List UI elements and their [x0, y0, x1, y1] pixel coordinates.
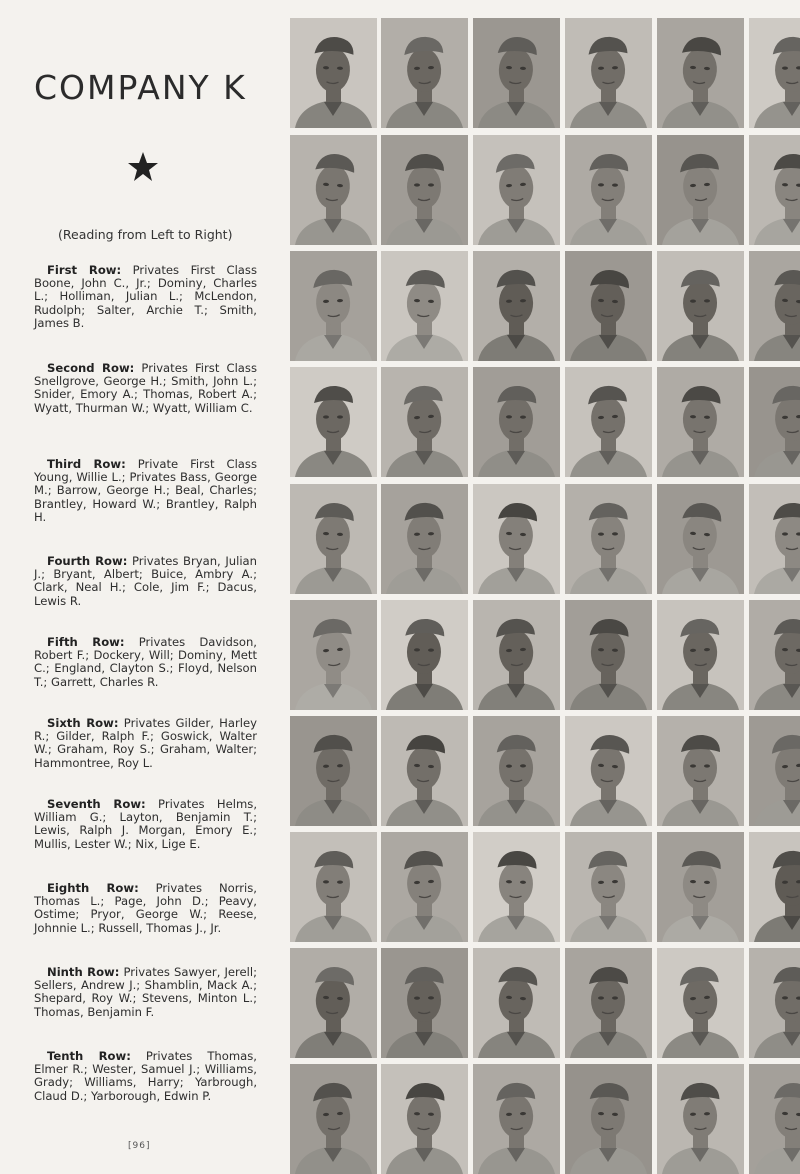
portrait-photo: [290, 251, 377, 361]
row-caption-names: Privates First Class Snellgrove, George H.; Smith, John L.; Snider, Emory A.; Thomas, Robert A.; Wyatt, Thurman W.; Wyatt, William C.: [34, 361, 257, 415]
portrait-photo: [565, 367, 652, 477]
portrait-photo: [290, 484, 377, 594]
portrait-photo: [657, 1064, 744, 1174]
row-caption-label: Eighth Row:: [47, 881, 139, 895]
portrait-photo: [473, 135, 560, 245]
portrait-photo: [749, 600, 800, 710]
row-caption-label: Second Row:: [47, 361, 135, 375]
portrait-photo: [749, 1064, 800, 1174]
portrait-photo: [657, 600, 744, 710]
reading-note: (Reading from Left to Right): [58, 227, 233, 242]
portrait-photo: [565, 832, 652, 942]
row-caption-label: Fourth Row:: [47, 554, 128, 568]
star-icon: [126, 150, 160, 184]
portrait-photo: [565, 484, 652, 594]
portrait-photo: [565, 716, 652, 826]
portrait-photo: [565, 18, 652, 128]
portrait-photo: [290, 18, 377, 128]
row-caption: [34, 798, 257, 851]
portrait-photo: [381, 135, 468, 245]
portrait-photo: [381, 1064, 468, 1174]
portrait-photo: [473, 716, 560, 826]
portrait-photo: [657, 716, 744, 826]
portrait-photo: [381, 484, 468, 594]
portrait-photo: [565, 948, 652, 1058]
portrait-photo: [565, 135, 652, 245]
portrait-photo: [749, 367, 800, 477]
portrait-photo: [290, 716, 377, 826]
row-caption: [34, 555, 257, 608]
portrait-photo: [657, 832, 744, 942]
row-caption: [34, 966, 257, 1019]
row-caption-label: Sixth Row:: [47, 716, 119, 730]
portrait-photo: [749, 251, 800, 361]
row-caption: [34, 636, 257, 689]
row-caption-names: Privates Helms, William G.; Layton, Benjamin T.; Lewis, Ralph J. Morgan, Emory E.; Mullis, Lester W.; Nix, Lige E.: [34, 797, 257, 851]
page-number: [96]: [128, 1141, 151, 1151]
row-caption: [34, 362, 257, 415]
portrait-photo: [473, 251, 560, 361]
portrait-photo: [473, 832, 560, 942]
portrait-photo: [290, 832, 377, 942]
row-caption-names: Privates Norris, Thomas L.; Page, John D.; Peavy, Ostime; Pryor, George W.; Reese, Johnnie L.; Russell, Thomas J., Jr.: [34, 881, 257, 935]
row-caption-label: Fifth Row:: [47, 635, 125, 649]
portrait-photo: [381, 251, 468, 361]
page-title: COMPANY K: [34, 68, 247, 107]
portrait-photo: [565, 600, 652, 710]
row-caption-names: Privates Gilder, Harley R.; Gilder, Ralph F.; Goswick, Walter W.; Graham, Roy S.; Graham, Walter; Hammontree, Roy L.: [34, 716, 257, 770]
row-caption-names: Privates Davidson, Robert F.; Dockery, Will; Dominy, Mett C.; England, Clayton S.; Floyd, Nelson T.; Garrett, Charles R.: [34, 635, 257, 689]
portrait-photo: [473, 600, 560, 710]
portrait-photo: [381, 716, 468, 826]
row-caption-label: Seventh Row:: [47, 797, 146, 811]
portrait-photo: [657, 251, 744, 361]
row-caption-names: Privates First Class Boone, John C., Jr.; Dominy, Charles L.; Holliman, Julian L.; McLendon, Rudolph; Salter, Archie T.; Smith, James B.: [34, 263, 257, 330]
portrait-photo: [565, 251, 652, 361]
row-caption-label: Tenth Row:: [47, 1049, 131, 1063]
portrait-photo: [473, 484, 560, 594]
portrait-photo: [381, 832, 468, 942]
portrait-photo: [290, 367, 377, 477]
portrait-photo: [657, 484, 744, 594]
portrait-photo: [290, 135, 377, 245]
portrait-photo: [657, 948, 744, 1058]
portrait-photo: [290, 600, 377, 710]
row-caption-names: Privates Bryan, Julian J.; Bryant, Albert; Buice, Ambry A.; Clark, Neal H.; Cole, Jim F.; Dacus, Lewis R.: [34, 554, 257, 608]
row-caption: [34, 458, 257, 524]
portrait-photo: [749, 484, 800, 594]
row-caption-names: Private First Class Young, Willie L.; Privates Bass, George M.; Barrow, George H.; Beal, Charles; Brantley, Howard W.; Brantley, Ralph H.: [34, 457, 257, 524]
row-caption: [34, 264, 257, 330]
row-caption: [34, 1050, 257, 1103]
row-caption-names: Privates Sawyer, Jerell; Sellers, Andrew J.; Shamblin, Mack A.; Shepard, Roy W.; Stevens, Minton L.; Thomas, Benjamin F.: [34, 965, 257, 1019]
row-caption: [34, 882, 257, 935]
portrait-photo: [749, 716, 800, 826]
portrait-photo: [473, 367, 560, 477]
portrait-photo: [749, 18, 800, 128]
portrait-photo: [381, 18, 468, 128]
portrait-photo: [749, 135, 800, 245]
row-caption-label: Third Row:: [47, 457, 126, 471]
portrait-photo: [657, 367, 744, 477]
portrait-photo: [473, 1064, 560, 1174]
portrait-photo: [381, 367, 468, 477]
row-caption: [34, 717, 257, 770]
portrait-photo: [290, 948, 377, 1058]
row-caption-label: First Row:: [47, 263, 122, 277]
row-caption-label: Ninth Row:: [47, 965, 120, 979]
portrait-photo: [565, 1064, 652, 1174]
portrait-photo: [473, 18, 560, 128]
portrait-photo: [657, 135, 744, 245]
portrait-photo: [473, 948, 560, 1058]
row-caption-names: Privates Thomas, Elmer R.; Wester, Samuel J.; Williams, Grady; Williams, Harry; Yarbrough, Claud D.; Yarborough, Edwin P.: [34, 1049, 257, 1103]
portrait-photo: [290, 1064, 377, 1174]
portrait-photo: [657, 18, 744, 128]
portrait-photo: [381, 600, 468, 710]
portrait-photo: [749, 832, 800, 942]
portrait-photo: [381, 948, 468, 1058]
portrait-photo: [749, 948, 800, 1058]
